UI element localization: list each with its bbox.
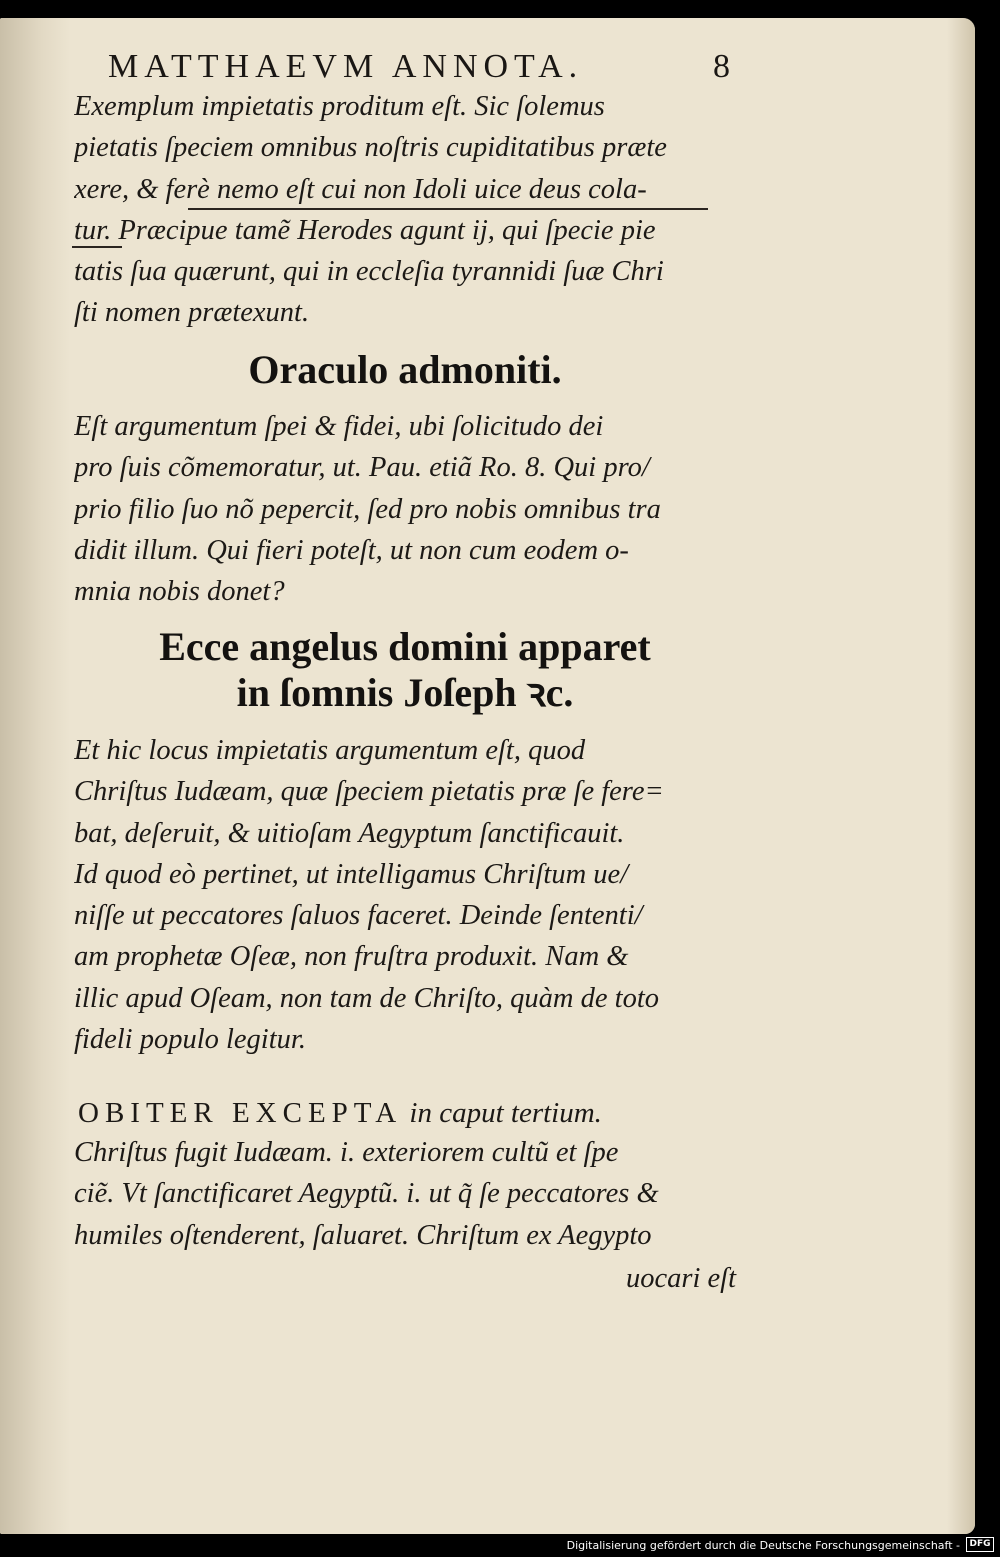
- text-line: illic apud Oſeam, non tam de Chriſto, quàm de toto: [74, 982, 660, 1014]
- digitization-footer: [0, 1534, 1000, 1557]
- text-line: ciẽ. Vt ſanctificaret Aegyptũ. i. ut q̃ ſe peccatores &: [74, 1178, 659, 1210]
- text-line: tatis ſua quærunt, qui in eccleſia tyrannidi ſuæ Chri: [74, 256, 664, 288]
- page-gutter-shadow: [0, 18, 70, 1534]
- page-edge-shadow: [947, 18, 975, 1534]
- text-line: am prophetæ Oſeæ, non fruſtra produxit. Nam &: [74, 941, 629, 973]
- text-line: tur. Præcipue tamẽ Herodes agunt ij, qui ſpecie pie: [74, 214, 656, 246]
- paragraph-et-hic-locus: [74, 730, 736, 1060]
- text-line: fideli populo legitur.: [74, 1024, 306, 1056]
- heading-ecce-angelus: [74, 624, 736, 716]
- text-line: xere, & ferè nemo eſt cui non Idoli uice deus cola-: [74, 173, 647, 205]
- dfg-logo: DFG: [966, 1537, 994, 1552]
- text-line: humiles oſtenderent, ſaluaret. Chriſtum ex Aegypto: [74, 1219, 652, 1251]
- funding-credit: Digitalisierung gefördert durch die Deutsche Forschungsgemeinschaft -: [566, 1539, 960, 1552]
- text-line: niſſe ut peccatores ſaluos faceret. Deinde ſententi/: [74, 900, 643, 932]
- text-line: Chriſtus fugit Iudæam. i. exteriorem cultũ et ſpe: [74, 1137, 619, 1168]
- running-title: MATTHAEVM ANNOTA.: [108, 48, 584, 85]
- paragraph-christus-fugit: [74, 1132, 736, 1256]
- heading-line: Ecce angelus domini apparet: [159, 624, 651, 669]
- heading-oraculo: [74, 346, 736, 394]
- page-number: 8: [713, 48, 730, 85]
- heading-line: in ſomnis Joſeph ꝛc.: [236, 670, 574, 715]
- section-label-obiter-excepta: [78, 1090, 738, 1136]
- catchword: uocari eſt: [625, 1263, 736, 1294]
- paragraph-argumentum: [74, 406, 736, 612]
- text-line: Et hic locus impietatis argumentum eſt, quod: [74, 735, 586, 766]
- book-page: [0, 18, 975, 1534]
- handwritten-underline: [72, 246, 122, 248]
- text-line: prio filio ſuo nõ pepercit, ſed pro nobis omnibus tra: [74, 493, 661, 525]
- text-line: didit illum. Qui fieri poteſt, ut non cum eodem o-: [74, 534, 629, 566]
- text-line: pro ſuis cõmemoratur, ut. Pau. etiã Ro. 8. Qui pro/: [74, 452, 650, 484]
- text-line: bat, deſeruit, & uitioſam Aegyptum ſanctificauit.: [74, 817, 625, 849]
- running-head: [108, 44, 730, 90]
- text-line: pietatis ſpeciem omnibus noſtris cupiditatibus præte: [74, 132, 667, 164]
- text-line: Chriſtus Iudæam, quæ ſpeciem pietatis præ ſe fere=: [74, 776, 664, 808]
- heading-line: Oraculo admoniti.: [248, 347, 562, 392]
- text-line: Eſt argumentum ſpei & fidei, ubi ſolicitudo dei: [74, 411, 604, 442]
- handwritten-underline: [188, 208, 708, 210]
- text-line: Exemplum impietatis proditum eſt. Sic ſolemus: [74, 91, 605, 122]
- section-label-caps: OBITER EXCEPTA: [78, 1097, 403, 1129]
- text-line: Id quod eò pertinet, ut intelligamus Chriſtum ue/: [74, 858, 629, 890]
- text-line: mnia nobis donet?: [74, 576, 285, 608]
- text-line: ſti nomen prætexunt.: [74, 297, 310, 329]
- section-label-rest: in caput tertium.: [402, 1097, 602, 1129]
